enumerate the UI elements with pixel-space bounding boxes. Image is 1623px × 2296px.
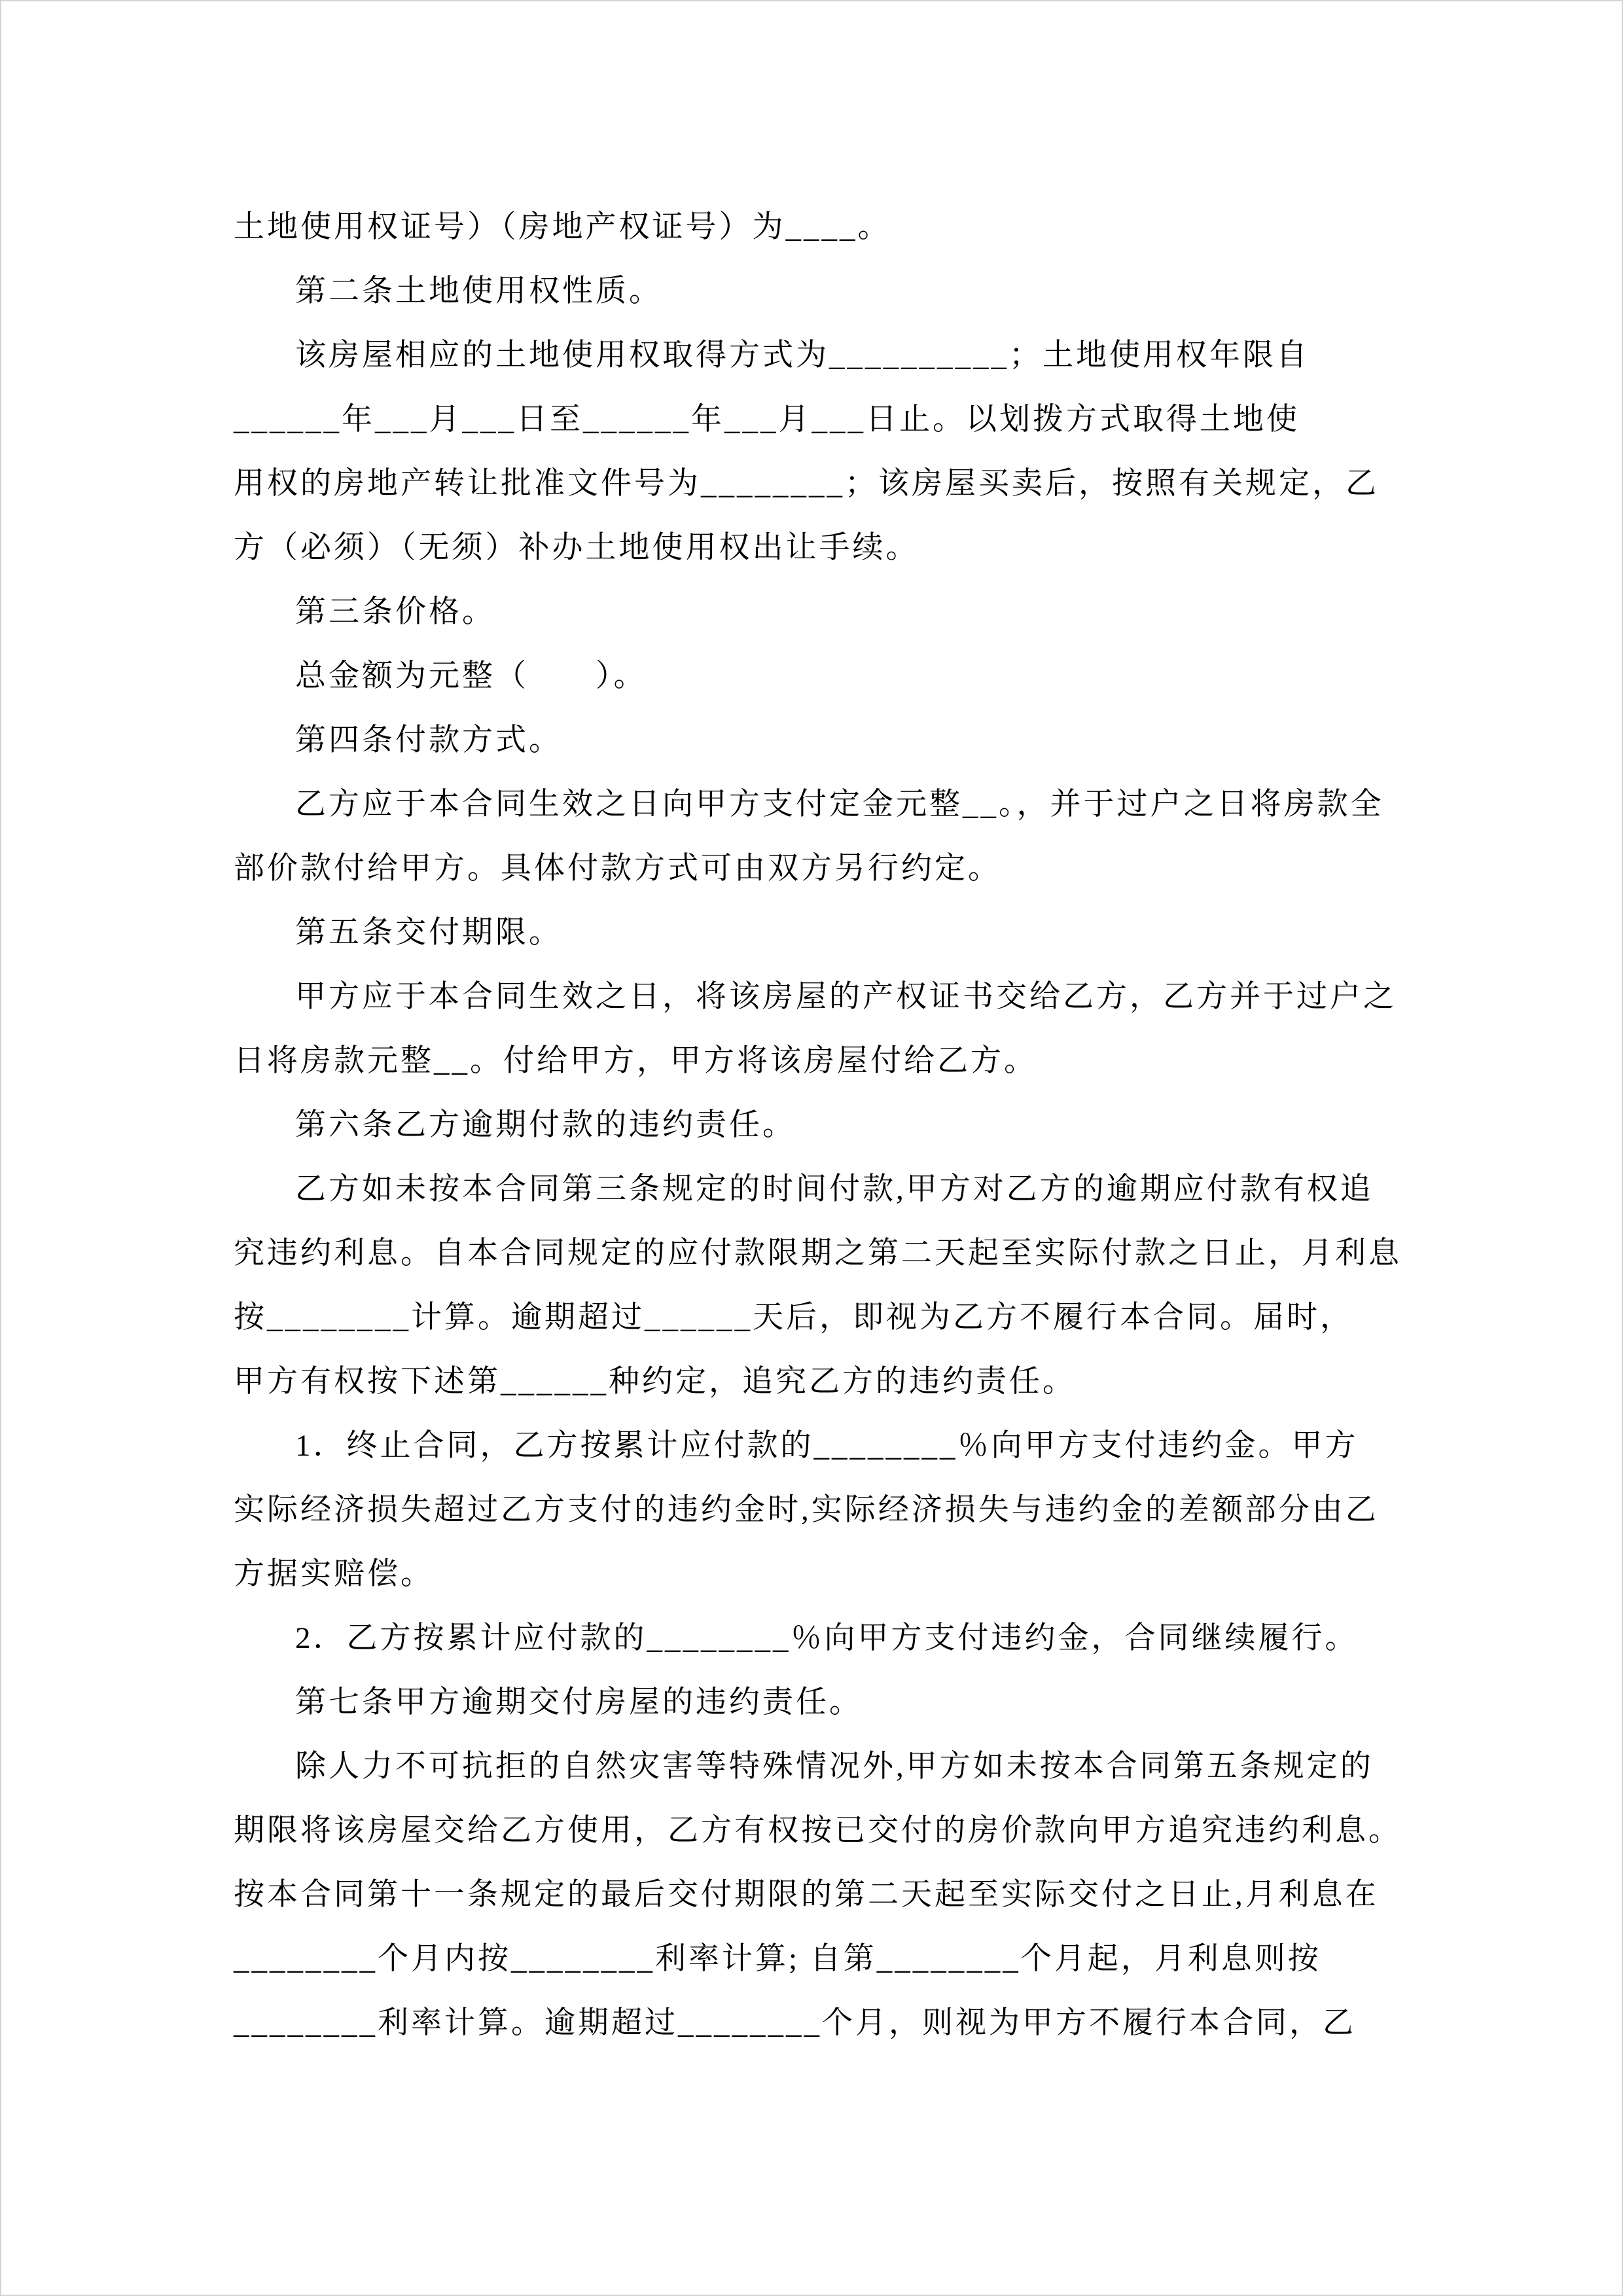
contract-text-line: 土地使用权证号）（房地产权证号）为____。 bbox=[234, 210, 891, 244]
numbered-clause-line: 1．终止合同，乙方按累计应付款的________％向甲方支付违约金。甲方 bbox=[295, 1429, 1359, 1463]
contract-text-line: ________利率计算。逾期超过________个月，则视为甲方不履行本合同，乙 bbox=[234, 2006, 1356, 2040]
contract-text-line: 方据实赔偿。 bbox=[234, 1557, 434, 1591]
article-heading-line: 第三条价格。 bbox=[295, 595, 495, 629]
article-heading-line: 第六条乙方逾期付款的违约责任。 bbox=[295, 1108, 796, 1142]
contract-text-line: 除人力不可抗拒的自然灾害等特殊情况外,甲方如未按本合同第五条规定的 bbox=[295, 1749, 1374, 1784]
contract-text-line: ______年___月___日至______年___月___日止。以划拨方式取得土地使 bbox=[234, 403, 1300, 437]
article-heading-line: 第五条交付期限。 bbox=[295, 916, 562, 950]
contract-text-line: ________个月内按________利率计算; 自第________个月起，月利息则按 bbox=[234, 1942, 1321, 1976]
contract-text-line: 实际经济损失超过乙方支付的违约金时,实际经济损失与违约金的差额部分由乙 bbox=[234, 1493, 1379, 1527]
contract-text-line: 乙方应于本合同生效之日向甲方支付定金元整__。，并于过户之日将房款全 bbox=[295, 787, 1384, 821]
contract-text-line: 用权的房地产转让批准文件号为________；该房屋买卖后，按照有关规定，乙 bbox=[234, 467, 1379, 501]
contract-text-line: 按本合同第十一条规定的最后交付期限的第二天起至实际交付之日止,月利息在 bbox=[234, 1878, 1379, 1912]
contract-text-block bbox=[234, 195, 1405, 2055]
article-heading-line: 第四条付款方式。 bbox=[295, 723, 562, 757]
contract-text-line: 方（必须）（无须）补办土地使用权出让手续。 bbox=[234, 531, 919, 565]
contract-text-line: 甲方应于本合同生效之日，将该房屋的产权证书交给乙方，乙方并于过户之 bbox=[295, 980, 1397, 1014]
contract-text-line: 日将房款元整__。付给甲方，甲方将该房屋付给乙方。 bbox=[234, 1044, 1037, 1078]
contract-text-line: 期限将该房屋交给乙方使用，乙方有权按已交付的房价款向甲方追究违约利息。 bbox=[234, 1814, 1402, 1848]
contract-text-line: 该房屋相应的土地使用权取得方式为__________；土地使用权年限自 bbox=[295, 338, 1310, 372]
numbered-clause-line: 2．乙方按累计应付款的________％向甲方支付违约金，合同继续履行。 bbox=[295, 1621, 1359, 1655]
contract-text-line: 部价款付给甲方。具体付款方式可由双方另行约定。 bbox=[234, 852, 1001, 886]
contract-text-line: 按________计算。逾期超过______天后，即视为乙方不履行本合同。届时， bbox=[234, 1300, 1353, 1335]
contract-text-line: 乙方如未按本合同第三条规定的时间付款,甲方对乙方的逾期应付款有权追 bbox=[295, 1172, 1374, 1206]
contract-text-line: 究违约利息。自本合同规定的应付款限期之第二天起至实际付款之日止，月利息 bbox=[234, 1236, 1402, 1270]
contract-text-line: 甲方有权按下述第______种约定，追究乙方的违约责任。 bbox=[234, 1365, 1076, 1399]
article-heading-line: 第七条甲方逾期交付房屋的违约责任。 bbox=[295, 1685, 863, 1719]
contract-text-line: 总金额为元整（ ）。 bbox=[295, 659, 647, 693]
article-heading-line: 第二条土地使用权性质。 bbox=[295, 274, 662, 308]
